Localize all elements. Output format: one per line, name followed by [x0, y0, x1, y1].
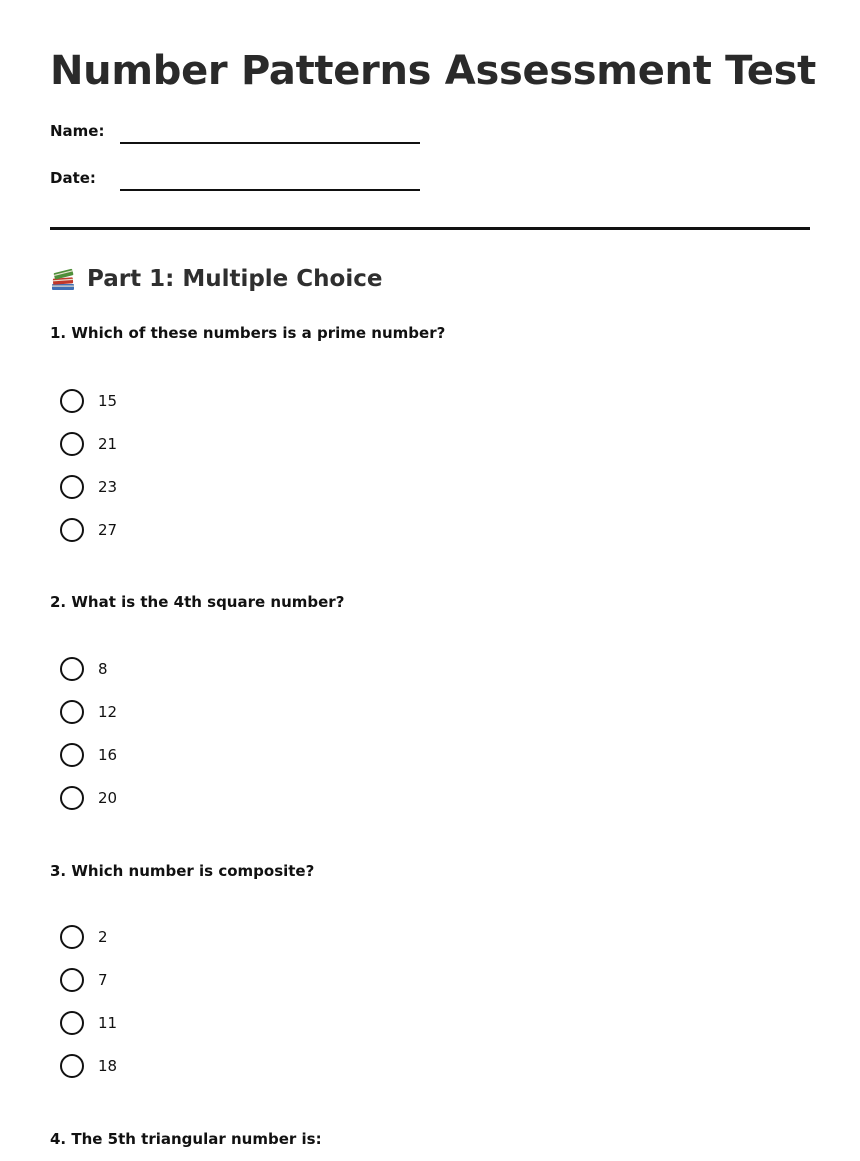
- question-1-option-1[interactable]: [60, 388, 117, 414]
- radio-button[interactable]: [60, 389, 84, 413]
- option-label: 7: [98, 971, 108, 989]
- radio-button[interactable]: [60, 743, 84, 767]
- question-2-option-1[interactable]: [60, 656, 108, 682]
- question-3-option-3[interactable]: [60, 1010, 117, 1036]
- question-2-option-3[interactable]: [60, 742, 117, 768]
- date-label: Date:: [50, 169, 96, 187]
- books-icon: [50, 266, 76, 292]
- option-label: 23: [98, 478, 118, 496]
- radio-button[interactable]: [60, 968, 84, 992]
- radio-button[interactable]: [60, 1054, 84, 1078]
- question-text: 2. What is the 4th square number?: [50, 593, 345, 611]
- question-3-option-2[interactable]: [60, 967, 108, 993]
- option-label: 18: [98, 1057, 118, 1075]
- radio-button[interactable]: [60, 786, 84, 810]
- option-label: 27: [98, 521, 118, 539]
- question-2-option-4[interactable]: [60, 785, 117, 811]
- question-text: 1. Which of these numbers is a prime number?: [50, 324, 446, 342]
- radio-button[interactable]: [60, 657, 84, 681]
- option-label: 8: [98, 660, 108, 678]
- option-label: 15: [98, 392, 118, 410]
- radio-button[interactable]: [60, 475, 84, 499]
- question-3-option-4[interactable]: [60, 1053, 117, 1079]
- question-2-option-2[interactable]: [60, 699, 117, 725]
- question-text: 3. Which number is composite?: [50, 862, 315, 880]
- radio-button[interactable]: [60, 700, 84, 724]
- radio-button[interactable]: [60, 518, 84, 542]
- section-title: Part 1: Multiple Choice: [87, 266, 383, 292]
- header-divider: [50, 227, 810, 230]
- name-label: Name:: [50, 122, 105, 140]
- option-label: 2: [98, 928, 108, 946]
- question-1-option-3[interactable]: [60, 474, 117, 500]
- question-1-option-2[interactable]: [60, 431, 117, 457]
- option-label: 12: [98, 703, 118, 721]
- question-3-option-1[interactable]: [60, 924, 108, 950]
- page-title: Number Patterns Assessment Test: [50, 48, 816, 94]
- date-field[interactable]: [120, 189, 420, 191]
- question-1-option-4[interactable]: [60, 517, 117, 543]
- option-label: 21: [98, 435, 118, 453]
- name-field[interactable]: [120, 142, 420, 144]
- date-field-row: [50, 169, 450, 199]
- question-text: 4. The 5th triangular number is:: [50, 1130, 322, 1148]
- radio-button[interactable]: [60, 1011, 84, 1035]
- radio-button[interactable]: [60, 432, 84, 456]
- name-field-row: [50, 122, 450, 152]
- option-label: 16: [98, 746, 118, 764]
- radio-button[interactable]: [60, 925, 84, 949]
- option-label: 11: [98, 1014, 118, 1032]
- option-label: 20: [98, 789, 118, 807]
- section-heading: [50, 266, 382, 292]
